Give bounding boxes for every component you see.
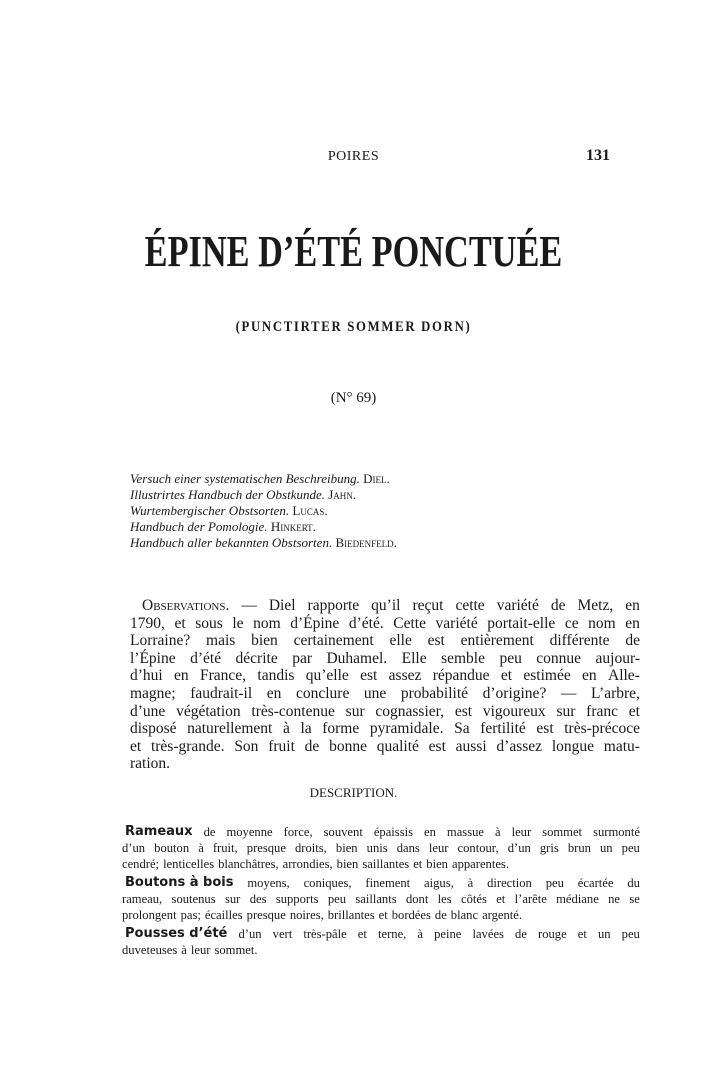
reference-work: Wurtembergischer Obstsorten. (130, 503, 290, 518)
description-paragraph (122, 926, 640, 958)
reference-author: Biedenfeld. (335, 535, 397, 550)
subtitle: (PUNCTIRTER SOMMER DORN) (235, 319, 472, 335)
text-line: cendré; lenticelles blanchâtres, arrondies, bien saillantes et bien apparentes. (122, 857, 509, 871)
text-line: Lorraine? mais bien certainement elle est entièrement différente de (130, 632, 640, 650)
description-section (122, 824, 640, 961)
text-line: d’un bouton à fruit, presque droits, bien unis dans leur contour, d’un gris brun un peu (122, 841, 640, 855)
text-line: Observations. — Diel rapporte qu’il reçut cette variété de Metz, en (142, 597, 640, 614)
text-line: 1790, et sous le nom d’Épine d’été. Cette variété portait-elle ce nom en (130, 614, 640, 632)
reference-item (130, 503, 397, 519)
reference-item (130, 471, 397, 487)
description-paragraph (122, 824, 640, 872)
description-heading: DESCRIPTION. (309, 785, 398, 800)
text-line: Pousses d’été d’un vert très-pâle et terne, à peine lavées de rouge et un peu (125, 926, 640, 941)
text-line: et très-grande. Son fruit de bonne qualité est aussi d’assez longue matu- (130, 737, 640, 755)
running-header: POIRES (327, 149, 380, 164)
observations-label: Observations. (142, 597, 230, 614)
variety-number: (N° 69) (330, 390, 377, 406)
text-line: Rameaux de moyenne force, souvent épaissis en massue à leur sommet surmonté (125, 824, 640, 839)
page-number: 131 (586, 147, 610, 164)
reference-work: Handbuch der Pomologie. (130, 519, 268, 534)
observations-paragraph (130, 597, 640, 773)
reference-author: Lucas. (292, 503, 328, 518)
text-line: duveteuses à leur sommet. (122, 943, 258, 957)
reference-item (130, 487, 397, 503)
text-line: ration. (130, 755, 171, 773)
text-line: d’hui en France, tandis qu’elle est assez répandue et estimée en Alle- (130, 667, 640, 685)
text-line: magne; faudrait-il en conclure une probabilité d’origine? — L’arbre, (130, 684, 640, 702)
text-line: d’une végétation très-contenue sur cognassier, est vigoureux sur franc et (130, 702, 640, 720)
description-term: Rameaux (125, 824, 193, 839)
references-list (130, 471, 397, 551)
reference-author: Diel. (363, 471, 390, 486)
description-term: Pousses d’été (125, 926, 228, 941)
reference-author: Jahn. (328, 487, 357, 502)
reference-work: Handbuch aller bekannten Obstsorten. (130, 535, 333, 550)
reference-item (130, 519, 397, 535)
description-term: Boutons à bois (125, 875, 234, 890)
page-title: ÉPINE D’ÉTÉ PONCTUÉE (144, 227, 563, 276)
reference-author: Hinkert. (270, 519, 316, 534)
text-line: prolongent pas; écailles presque noires, brillantes et bordées de blanc argenté. (122, 908, 523, 922)
text-line: l’Épine d’été décrite par Duhamel. Elle semble peu connue aujour- (130, 649, 640, 667)
text-line: disposé naturellement à la forme pyramidale. Sa fertilité est très-précoce (130, 720, 640, 738)
reference-work: Illustrirtes Handbuch der Obstkunde. (130, 487, 325, 502)
text-line: rameau, soutenus sur des supports peu saillants dont les côtés et l’arête médiane ne se (122, 892, 640, 906)
reference-item (130, 535, 397, 551)
description-paragraph (122, 875, 640, 923)
text-line: Boutons à bois moyens, coniques, finement aigus, à direction peu écartée du (125, 875, 640, 890)
reference-work: Versuch einer systematischen Beschreibung. (130, 471, 360, 486)
